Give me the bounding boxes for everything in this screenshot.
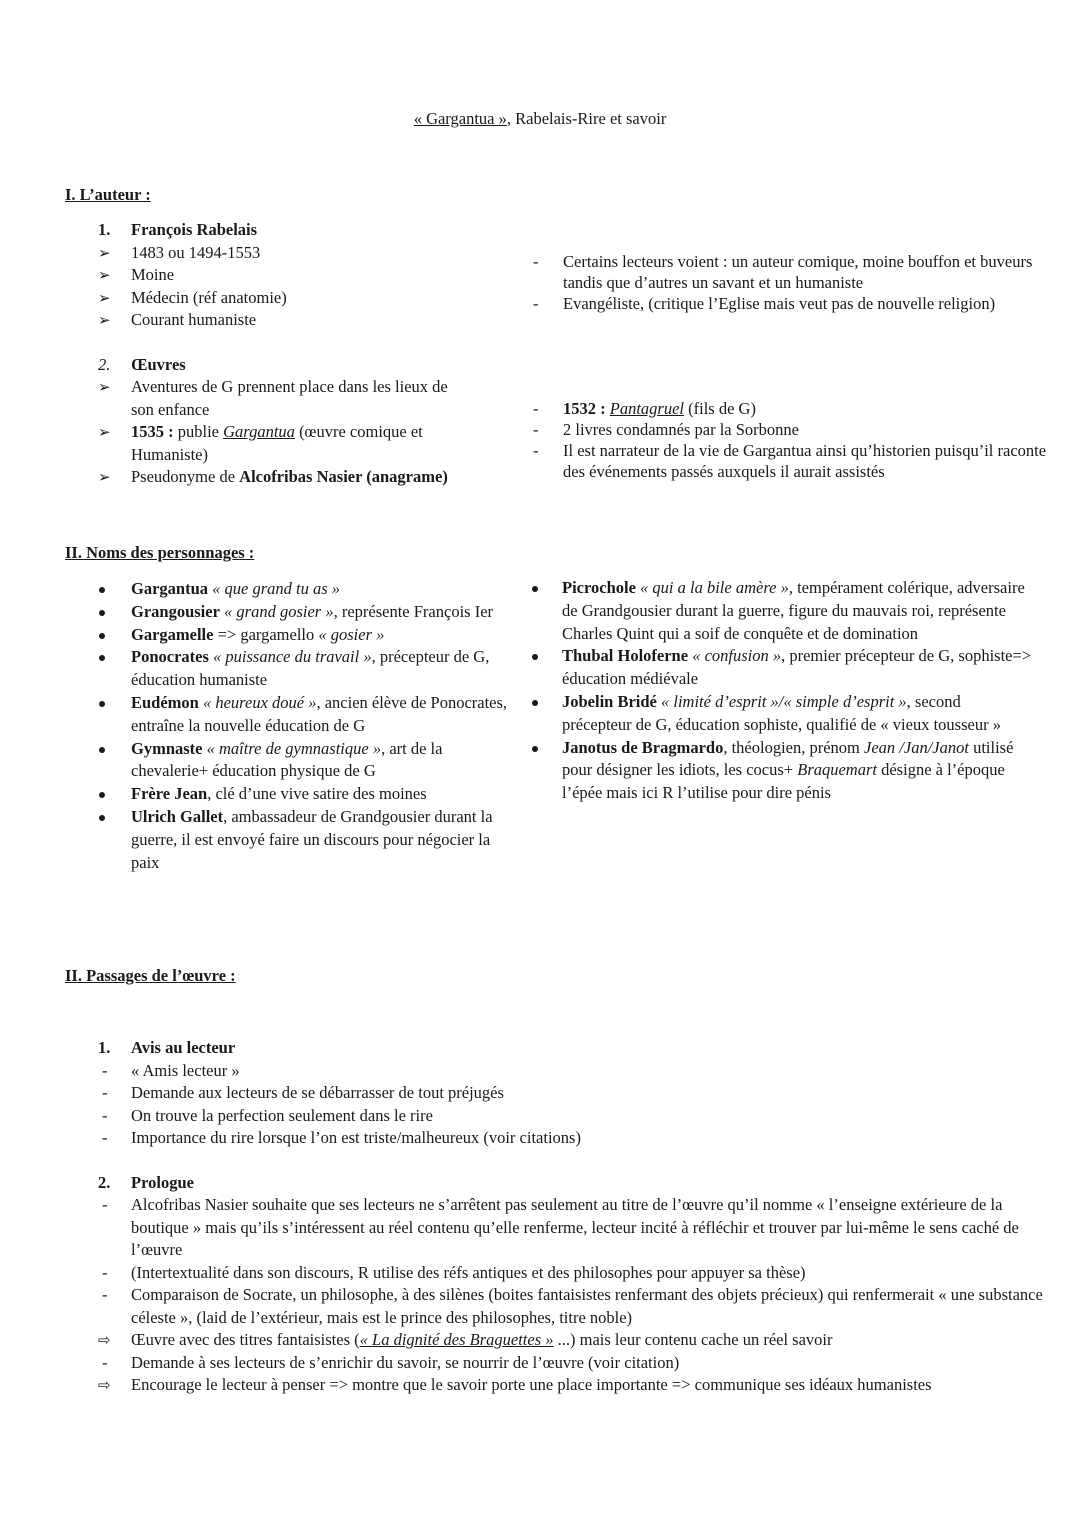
list-item: Thubal Holoferne « confusion », premier précepteur de G, sophiste=> éducation médiévale bbox=[532, 645, 1032, 691]
section-heading-passages: II. Passages de l’œuvre : bbox=[65, 966, 236, 985]
list-item: ⇨ Encourage le lecteur à penser => montre que le savoir porte une place importante => communique ses idéaux humanistes bbox=[65, 1374, 1055, 1397]
title-work: « Gargantua » bbox=[413, 109, 507, 128]
list-item: - On trouve la perfection seulement dans le rire bbox=[102, 1105, 433, 1125]
page-title bbox=[0, 108, 1080, 131]
author-right-column-2 bbox=[533, 398, 1048, 482]
section-heading-author: I. L’auteur : bbox=[65, 185, 151, 204]
arrow-bullet-icon: ➢ bbox=[98, 243, 111, 262]
author-subheading: 1. François Rabelais bbox=[98, 220, 258, 239]
right-arrow-icon: ⇨ bbox=[98, 1376, 111, 1394]
list-item: - Demande aux lecteurs de se débarrasser de tout préjugés bbox=[102, 1083, 504, 1102]
list-item: - Evangéliste, (critique l’Eglise mais veut pas de nouvelle religion) bbox=[533, 294, 996, 313]
list-item: - « Amis lecteur » bbox=[102, 1060, 240, 1080]
list-item: Gymnaste « maître de gymnastique », art de la chevalerie+ éducation physique de G bbox=[65, 738, 515, 784]
passage-subheading-avis: 1. Avis au lecteur bbox=[98, 1038, 236, 1057]
list-item: - Alcofribas Nasier souhaite que ses lecteurs ne s’arrêtent pas seulement au titre de l’œuvre qu’il nomme « l’enseigne extérieure de la boutique » mais qu’ils s’intéressent au réel contenu qu’elle renferme, lecteur incité à réfléchir et trouver par lui-même le sens caché de l’œuvre bbox=[102, 1195, 1019, 1259]
list-item: ➢ Aventures de G prennent place dans les lieux de son enfance bbox=[98, 377, 448, 419]
arrow-bullet-icon: ➢ bbox=[98, 423, 111, 441]
title-rest: , Rabelais-Rire et savoir bbox=[506, 109, 667, 128]
list-item: ➢ 1483 ou 1494-1553 bbox=[65, 242, 505, 265]
list-item: Janotus de Bragmardo, théologien, prénom Jean /Jan/Janot utilisé pour désigner les idiots, les cocus+ Braquemart désigne à l’époque l’épée mais ici R l’utilise pour dire pénis bbox=[532, 737, 1032, 805]
characters-left-column bbox=[65, 578, 515, 874]
list-item: ➢ 1535 : publie Gargantua (œuvre comique et Humaniste) bbox=[98, 422, 423, 464]
list-item: ➢ Médecin (réf anatomie) bbox=[65, 287, 505, 310]
passage-subheading-prologue: 2. Prologue bbox=[98, 1172, 194, 1192]
list-item: - Importance du rire lorsque l’on est triste/malheureux (voir citations) bbox=[102, 1128, 581, 1147]
list-item: Frère Jean, clé d’une vive satire des moines bbox=[65, 783, 515, 806]
list-item: ➢ Pseudonyme de Alcofribas Nasier (anagrame) bbox=[65, 466, 505, 489]
works-subheading: 2. Œuvres bbox=[98, 354, 186, 374]
list-item: - Certains lecteurs voient : un auteur comique, moine bouffon et buveurs tandis que d’autres un savant et un humaniste bbox=[533, 252, 1033, 292]
characters-right-column bbox=[532, 577, 1032, 805]
arrow-bullet-icon: ➢ bbox=[98, 378, 111, 396]
list-item: ⇨ Œuvre avec des titres fantaisistes (« La dignité des Braguettes » ...) mais leur contenu cache un réel savoir bbox=[65, 1329, 1055, 1352]
list-item: Picrochole « qui a la bile amère », tempérament colérique, adversaire de Grandgousier durant la guerre, figure du mauvais roi, représente Charles Quint qui a soif de conquête et de domination bbox=[532, 577, 1032, 645]
passages-column bbox=[65, 1037, 1055, 1397]
list-item: - Il est narrateur de la vie de Gargantua ainsi qu’historien puisqu’il raconte des événements passés auxquels il aurait assistés bbox=[533, 441, 1047, 481]
list-item: Gargantua « que grand tu as » bbox=[65, 578, 515, 601]
list-item: Ulrich Gallet, ambassadeur de Grandgousier durant la guerre, il est envoyé faire un discours pour négocier la paix bbox=[65, 806, 515, 874]
list-item: Jobelin Bridé « limité d’esprit »/« simple d’esprit », second précepteur de G, éducation sophiste, qualifié de « vieux tousseur » bbox=[532, 691, 1032, 737]
list-item: Grangousier « grand gosier », représente François Ier bbox=[65, 601, 515, 624]
list-item: ➢ Courant humaniste bbox=[65, 309, 505, 332]
list-item: ➢ Moine bbox=[65, 264, 505, 287]
list-item: Ponocrates « puissance du travail », précepteur de G, éducation humaniste bbox=[65, 646, 515, 692]
list-item: - 1532 : Pantagruel (fils de G) bbox=[533, 399, 756, 418]
list-item: - Comparaison de Socrate, un philosophe, à des silènes (boites fantaisistes renfermant des objets précieux) qui renfermerait « une substance céleste », (laid de l’extérieur, mais est le prince des philosophes, titre noble) bbox=[102, 1285, 1043, 1327]
arrow-bullet-icon: ➢ bbox=[98, 288, 111, 307]
list-item: Eudémon « heureux doué », ancien élève de Ponocrates, entraîne la nouvelle éducation de G bbox=[65, 692, 515, 738]
list-item: - Demande à ses lecteurs de s’enrichir du savoir, se nourrir de l’œuvre (voir citation) bbox=[102, 1352, 680, 1372]
list-item: - (Intertextualité dans son discours, R utilise des réfs antiques et des philosophes pour appuyer sa thèse) bbox=[102, 1262, 806, 1282]
arrow-bullet-icon: ➢ bbox=[98, 468, 111, 486]
arrow-bullet-icon: ➢ bbox=[98, 311, 111, 329]
author-left-column bbox=[65, 219, 505, 489]
list-item: Gargamelle => gargamello « gosier » bbox=[65, 624, 515, 647]
arrow-bullet-icon: ➢ bbox=[98, 266, 111, 284]
section-heading-characters: II. Noms des personnages : bbox=[65, 543, 255, 562]
author-right-column-1 bbox=[533, 251, 1048, 314]
right-arrow-icon: ⇨ bbox=[98, 1331, 111, 1349]
list-item: - 2 livres condamnés par la Sorbonne bbox=[533, 420, 799, 439]
